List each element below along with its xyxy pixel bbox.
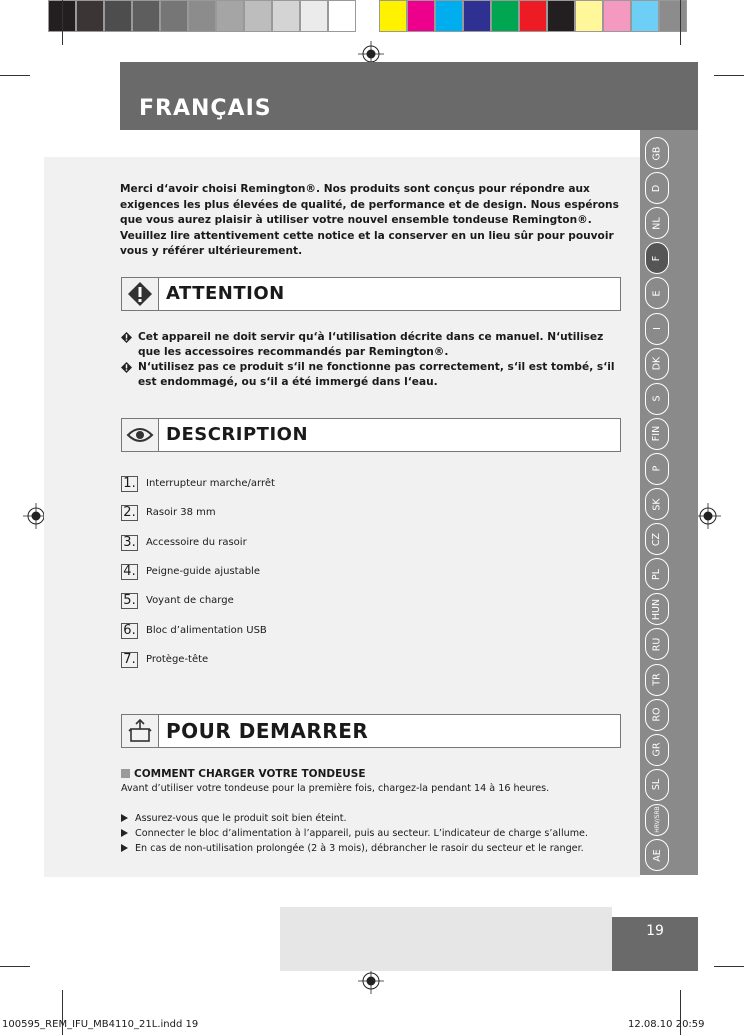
item-label: Voyant de charge xyxy=(146,595,234,607)
language-tab xyxy=(645,593,669,625)
list-item xyxy=(121,813,347,824)
color-swatch xyxy=(216,0,244,32)
color-swatch xyxy=(160,0,188,32)
item-number: 2. xyxy=(121,505,138,521)
start-title: POUR DEMARRER xyxy=(166,719,369,743)
language-tab xyxy=(645,558,669,590)
warning-item xyxy=(121,330,626,360)
list-item-text: En cas de non-utilisation prolongée (2 à 3 mois), débrancher le rasoir du secteur et le ranger. xyxy=(135,843,584,854)
language-tab xyxy=(645,172,669,204)
language-tab xyxy=(645,277,669,309)
language-tab xyxy=(645,628,669,660)
item-label: Protège-tête xyxy=(146,653,209,665)
item-number: 7. xyxy=(121,652,138,668)
language-tab xyxy=(645,242,669,274)
language-tab xyxy=(645,734,669,766)
color-swatch xyxy=(659,0,687,32)
crop-mark xyxy=(714,75,744,76)
crop-mark xyxy=(714,966,744,967)
start-section-header xyxy=(121,714,621,748)
language-tab-label: RO xyxy=(651,707,663,722)
item-label: Peigne-guide ajustable xyxy=(146,565,260,577)
warning-bullet-icon xyxy=(121,332,132,343)
item-number: 4. xyxy=(121,564,138,580)
language-tab-label: HUN xyxy=(651,598,663,620)
crop-mark xyxy=(0,75,30,76)
color-swatch xyxy=(575,0,603,32)
language-tab-label: GB xyxy=(651,146,663,160)
language-tab-label: AE xyxy=(651,848,663,862)
language-tab-label: TR xyxy=(651,673,663,686)
color-swatch xyxy=(407,0,435,32)
attention-section-header xyxy=(121,277,621,311)
language-tab xyxy=(645,137,669,169)
language-tab xyxy=(645,488,669,520)
color-swatch xyxy=(435,0,463,32)
item-number: 5. xyxy=(121,593,138,609)
language-tab xyxy=(645,804,669,836)
page-title: FRANÇAIS xyxy=(139,96,272,121)
list-item-text: Assurez-vous que le produit soit bien éteint. xyxy=(135,813,347,824)
list-item-text: Connecter le bloc d’alimentation à l’appareil, puis au secteur. L’indicateur de charge s’allume. xyxy=(135,828,589,839)
item-label: Rasoir 38 mm xyxy=(146,507,216,519)
intro-paragraph: Merci d‘avoir choisi Remington®. Nos produits sont conçus pour répondre aux exigences les plus élevées de qualité, de performance et de design. Nous espérons que vous aurez plaisir à utiliser votre nouvel ensemble tondeuse Remington®. Veuillez lire attentivement cette notice et la conserver en un lieu sûr pour pouvoir vous y référer ultérieurement. xyxy=(120,183,619,258)
warning-text: Cet appareil ne doit servir qu‘à l‘utilisation décrite dans ce manuel. N‘utilisez que les accessoires recommandés par Remington®. xyxy=(138,331,604,358)
item-label: Interrupteur marche/arrêt xyxy=(146,478,275,489)
item-number: 6. xyxy=(121,623,138,639)
language-tab-label: HRV/SRB xyxy=(653,806,661,834)
language-tab-label: D xyxy=(651,184,663,192)
description-section-header xyxy=(121,418,621,452)
language-tab-label: I xyxy=(651,327,663,330)
color-swatch xyxy=(547,0,575,32)
language-tab-label: CZ xyxy=(651,532,663,546)
footer-strip xyxy=(280,907,612,971)
square-bullet-icon xyxy=(121,769,130,778)
language-tab-label: FIN xyxy=(651,426,663,442)
language-tab xyxy=(645,207,669,239)
language-tab xyxy=(645,664,669,696)
charging-text: Avant d’utiliser votre tondeuse pour la première fois, chargez-la pendant 14 à 16 heures. xyxy=(121,783,550,794)
eye-icon xyxy=(122,419,159,451)
language-tab-label: RU xyxy=(651,637,663,652)
charging-subheading-text: COMMENT CHARGER VOTRE TONDEUSE xyxy=(134,768,366,780)
language-tab-label: NL xyxy=(651,216,663,230)
registration-mark-icon xyxy=(695,503,721,529)
attention-title: ATTENTION xyxy=(166,283,285,304)
color-swatch xyxy=(272,0,300,32)
warning-item xyxy=(121,360,626,390)
language-tab xyxy=(645,523,669,555)
item-label: Bloc d’alimentation USB xyxy=(146,624,267,636)
language-tab xyxy=(645,699,669,731)
color-swatch xyxy=(104,0,132,32)
crop-mark xyxy=(680,0,681,45)
language-tab xyxy=(645,769,669,801)
description-title: DESCRIPTION xyxy=(166,424,309,445)
list-item xyxy=(121,843,584,854)
footer-file-name: 100595_REM_IFU_MB4110_21L.indd 19 xyxy=(2,1019,199,1030)
language-tab-label: S xyxy=(651,395,663,402)
color-swatch xyxy=(188,0,216,32)
language-tab-label: GR xyxy=(651,742,663,757)
language-tab-label: DK xyxy=(651,356,663,371)
color-swatch xyxy=(76,0,104,32)
color-swatch xyxy=(603,0,631,32)
language-tab-label: E xyxy=(651,290,663,297)
item-number: 1. xyxy=(121,476,138,492)
language-tab xyxy=(645,348,669,380)
color-swatch xyxy=(244,0,272,32)
color-swatch xyxy=(328,0,356,32)
charging-subheading xyxy=(121,768,366,780)
language-tab-label: F xyxy=(651,255,663,262)
language-tab xyxy=(645,313,669,345)
language-tab-label: SK xyxy=(651,497,663,511)
warning-text: N‘utilisez pas ce produit s‘il ne fonctionne pas correctement, s‘il est tombé, s‘il est endommagé, ou s‘il a été immergé dans l‘eau. xyxy=(138,361,615,388)
language-tab xyxy=(645,418,669,450)
footer-date: 12.08.10 20:59 xyxy=(628,1019,705,1030)
box-icon xyxy=(122,715,159,747)
color-swatch xyxy=(491,0,519,32)
language-tab-label: P xyxy=(651,466,663,472)
color-swatch xyxy=(132,0,160,32)
color-swatch xyxy=(379,0,407,32)
language-tab-label: PL xyxy=(651,568,663,580)
registration-mark-icon xyxy=(358,968,384,994)
triangle-bullet-icon xyxy=(121,844,128,852)
language-tab xyxy=(645,383,669,415)
warning-bullet-icon xyxy=(121,362,132,373)
list-item xyxy=(121,828,588,839)
page-number: 19 xyxy=(646,923,664,939)
language-tab xyxy=(645,839,669,871)
language-tab-label: SL xyxy=(651,779,663,791)
color-swatch xyxy=(631,0,659,32)
language-tab xyxy=(645,453,669,485)
triangle-bullet-icon xyxy=(121,814,128,822)
color-swatch xyxy=(300,0,328,32)
warning-icon xyxy=(122,278,159,310)
item-label: Accessoire du rasoir xyxy=(146,536,247,548)
color-swatch xyxy=(463,0,491,32)
item-number: 3. xyxy=(121,535,138,551)
crop-mark xyxy=(0,966,30,967)
triangle-bullet-icon xyxy=(121,829,128,837)
color-swatch xyxy=(519,0,547,32)
crop-mark xyxy=(62,0,63,45)
